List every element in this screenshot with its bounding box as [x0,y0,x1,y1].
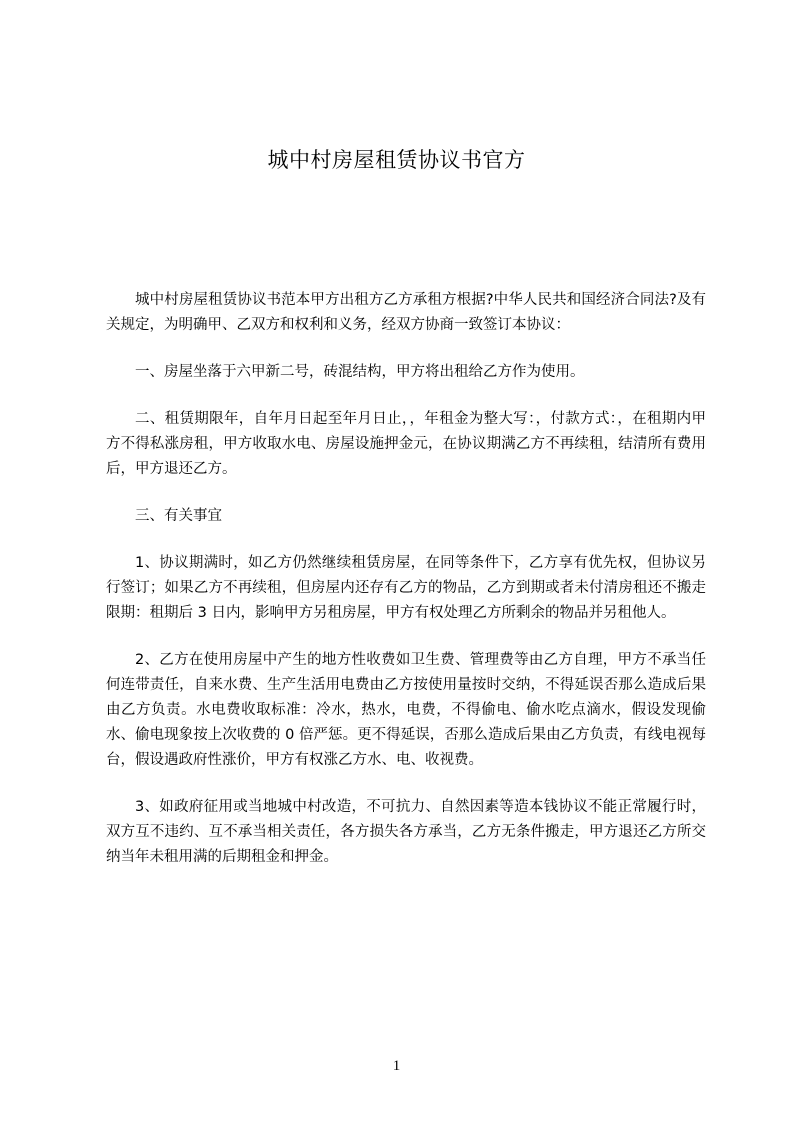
clause-1-paragraph: 一、房屋坐落于六甲新二号，砖混结构，甲方将出租给乙方作为使用。 [135,364,585,380]
intro-paragraph: 城中村房屋租赁协议书范本甲方出租方乙方承租方根据?中华人民共和国经济合同法?及有关规定，为明确甲、乙双方和权利和义务，经双方协商一致签订本协议： [106,292,706,333]
item-3-paragraph: 3、如政府征用或当地城中村改造，不可抗力、自然因素等造本钱协议不能正常履行时，双方互不违约、互不承当相关责任，各方损失各方承当，乙方无条件搬走，甲方退还乙方所交纳当年未租用满的后期租金和押金。 [106,799,706,865]
document-body [106,288,706,870]
item-1-paragraph: 1、协议期满时，如乙方仍然继续租赁房屋，在同等条件下，乙方享有优先权，但协议另行签订；如果乙方不再续租，但房屋内还存有乙方的物品，乙方到期或者未付清房租还不搬走限期：租期后 3 日内，影响甲方另租房屋，甲方有权处理乙方所剩余的物品并另租他人。 [106,555,706,621]
item-2-paragraph: 2、乙方在使用房屋中产生的地方性收费如卫生费、管理费等由乙方自理，甲方不承当任何连带责任，自来水费、生产生活用电费由乙方按使用量按时交纳，不得延误否那么造成后果由乙方负责。水电费收取标准：冷水，热水，电费，不得偷电、偷水吃点滴水，假设发现偷水、偷电现象按上次收费的 0 倍严惩。更不得延误，否那么造成后果由乙方负责，有线电视每台，假设遇政府性涨价，甲方有权涨乙方水、电、收视费。 [106,652,706,768]
clause-2-paragraph: 二、租赁期限年，自年月日起至年月日止，，年租金为整大写：，付款方式：，在租期内甲方不得私涨房租，甲方收取水电、房屋设施押金元，在协议期满乙方不再续租，结清所有费用后，甲方退还乙方。 [106,411,706,477]
page-number: 1 [392,1058,401,1074]
page-title: 城中村房屋租赁协议书官方 [267,148,526,172]
section-heading-3: 三、有关事宜 [135,508,222,524]
